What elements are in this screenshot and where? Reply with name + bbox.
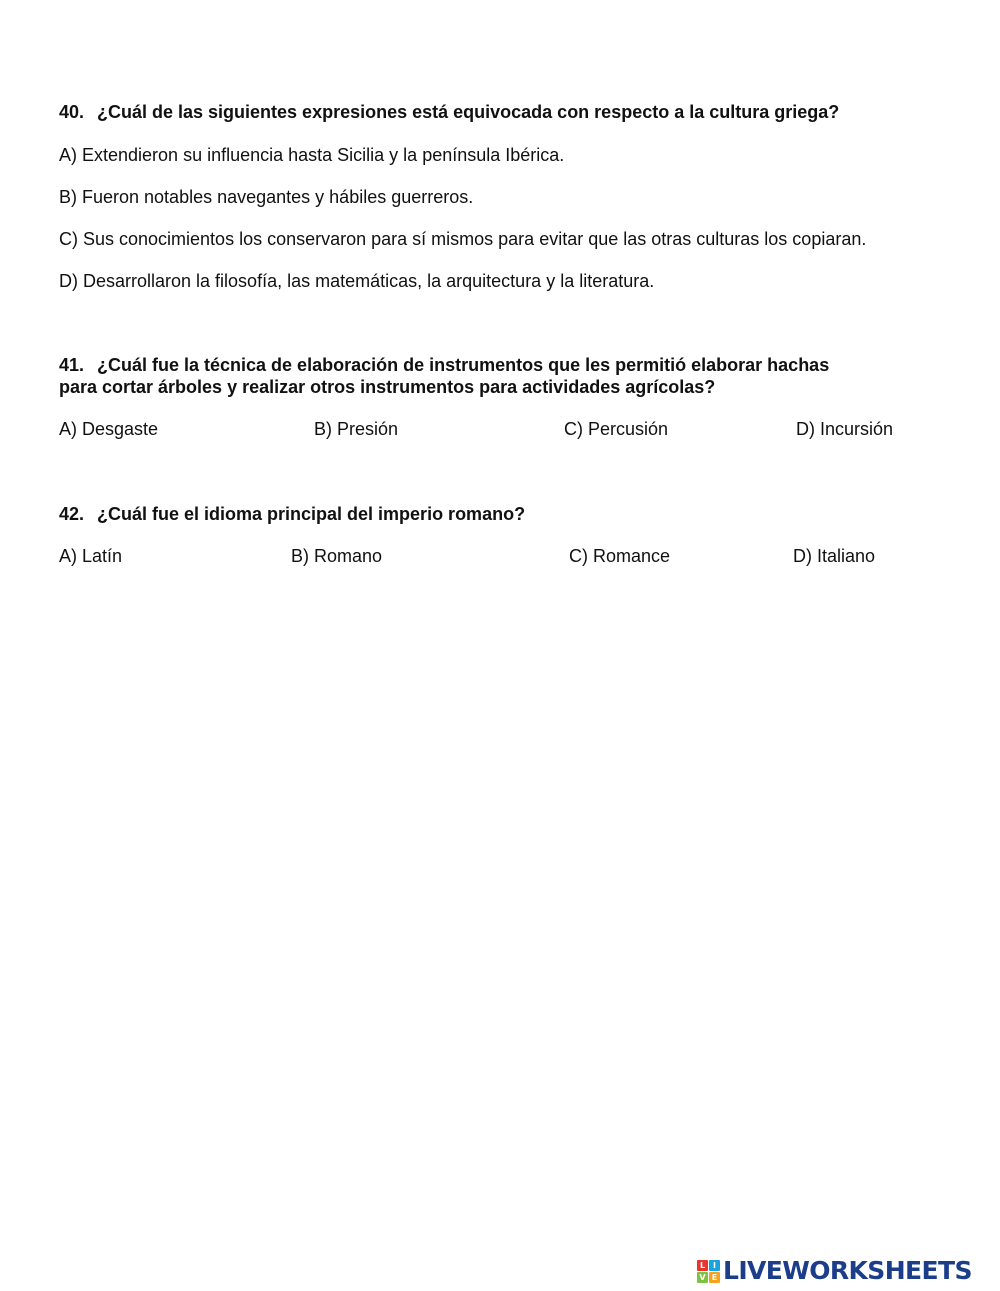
question-42 (59, 503, 525, 525)
question-text-line2: para cortar árboles y realizar otros instrumentos para actividades agrícolas? (59, 377, 716, 397)
logo-text: LIVEWORKSHEETS (723, 1256, 972, 1285)
question-text-line1: ¿Cuál fue la técnica de elaboración de instrumentos que les permitió elaborar hachas (97, 355, 830, 375)
option-40-c[interactable]: C) Sus conocimientos los conservaron para sí mismos para evitar que las otras culturas los copiaran. (59, 229, 867, 249)
question-text: ¿Cuál fue el idioma principal del imperio romano? (97, 504, 526, 524)
option-41-d[interactable]: D) Incursión (796, 419, 894, 439)
option-40-a[interactable]: A) Extendieron su influencia hasta Sicilia y la península Ibérica. (59, 145, 565, 165)
liveworksheets-logo (697, 1254, 972, 1288)
question-40 (59, 101, 839, 123)
option-40-d[interactable]: D) Desarrollaron la filosofía, las matemáticas, la arquitectura y la literatura. (59, 271, 655, 291)
logo-block: I (709, 1260, 720, 1271)
option-41-a[interactable]: A) Desgaste (59, 419, 159, 439)
logo-block: V (697, 1272, 708, 1283)
option-42-d[interactable]: D) Italiano (793, 546, 876, 566)
option-42-a[interactable]: A) Latín (59, 546, 123, 566)
question-number: 41. (59, 355, 85, 375)
question-number: 40. (59, 102, 85, 122)
option-40-b[interactable]: B) Fueron notables navegantes y hábiles guerreros. (59, 187, 474, 207)
option-41-b[interactable]: B) Presión (314, 419, 399, 439)
logo-block: E (709, 1272, 720, 1283)
logo-block: L (697, 1260, 708, 1271)
question-text: ¿Cuál de las siguientes expresiones está equivocada con respecto a la cultura griega? (97, 102, 840, 122)
question-number: 42. (59, 504, 85, 524)
option-42-b[interactable]: B) Romano (291, 546, 383, 566)
option-41-c[interactable]: C) Percusión (564, 419, 669, 439)
question-41 (59, 354, 829, 376)
option-42-c[interactable]: C) Romance (569, 546, 671, 566)
logo-blocks-icon (697, 1260, 720, 1283)
